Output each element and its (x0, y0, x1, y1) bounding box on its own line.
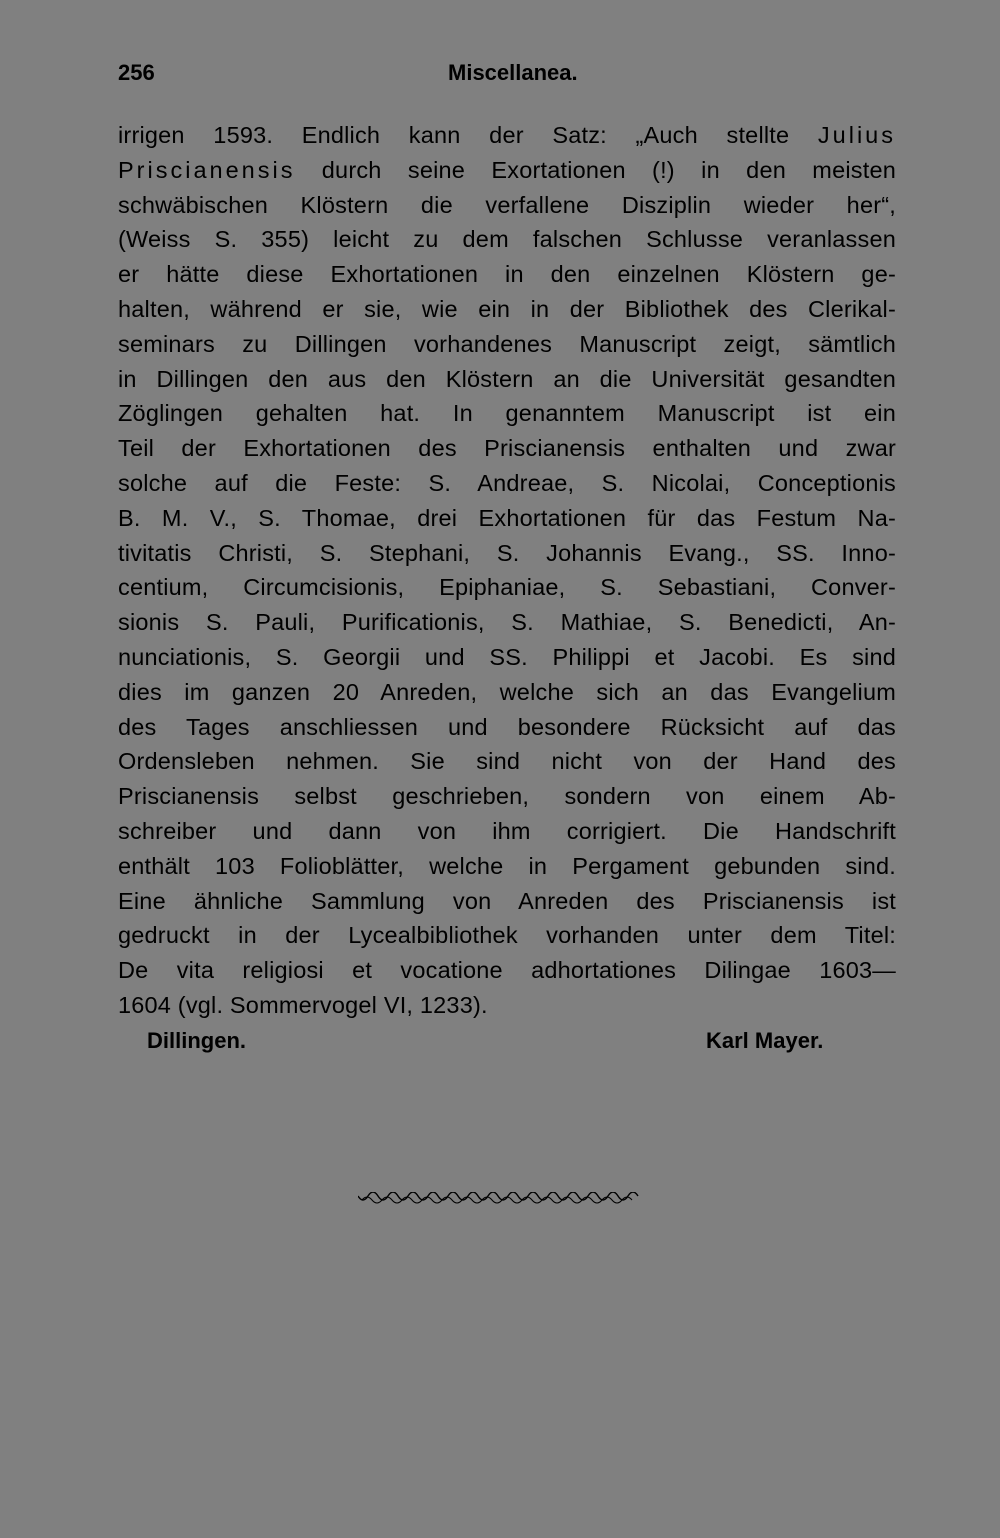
signature-author: Karl Mayer. (706, 1028, 824, 1053)
text-line-22: enthält 103 Folioblätter, welche in Pergament gebunden sind. (118, 852, 896, 879)
emphasized-name: Priscianensis (118, 156, 296, 183)
text-line-23: Eine ähnliche Sammlung von Anreden des Priscianensis ist (118, 887, 896, 914)
text-line-2: Priscianensis durch seine Exortationen (!) in den meisten (118, 156, 896, 183)
text-line-6: halten, während er sie, wie ein in der Bibliothek des Clerikal- (118, 295, 896, 322)
text-line-25: De vita religiosi et vocatione adhortationes Dilingae 1603— (118, 957, 896, 984)
text-line-24: gedruckt in der Lycealbibliothek vorhanden unter dem Titel: (118, 922, 896, 949)
signature-place: Dillingen. (147, 1028, 246, 1053)
text-line-4: (Weiss S. 355) leicht zu dem falschen Schlusse veranlassen (118, 226, 896, 253)
text-line-14: centium, Circumcisionis, Epiphaniae, S. Sebastiani, Conver- (118, 574, 896, 601)
signature-block (0, 1028, 1000, 1062)
text-line-3: schwäbischen Klöstern die verfallene Disziplin wieder her“, (118, 191, 896, 218)
text-line-12: B. M. V., S. Thomae, drei Exhortationen für das Festum Na- (118, 504, 896, 531)
body-text (118, 118, 896, 1023)
text-line-19: Ordensleben nehmen. Sie sind nicht von der Hand des (118, 748, 896, 775)
text-line-21: schreiber und dann von ihm corrigiert. Die Handschrift (118, 817, 896, 844)
emphasized-name: Julius (817, 122, 896, 148)
text-line-16: nunciationis, S. Georgii und SS. Philippi et Jacobi. Es sind (118, 643, 896, 670)
text-line-7: seminars zu Dillingen vorhandenes Manuscript zeigt, sämtlich (118, 330, 896, 357)
text-line-8: in Dillingen den aus den Klöstern an die Universität gesandten (118, 365, 896, 392)
text-line-15: sionis S. Pauli, Purificationis, S. Mathiae, S. Benedicti, An- (118, 609, 896, 636)
text-line-18: des Tages anschliessen und besondere Rücksicht auf das (118, 713, 896, 740)
text-line-17: dies im ganzen 20 Anreden, welche sich an das Evangelium (118, 678, 896, 705)
text-line-1: irrigen 1593. Endlich kann der Satz: „Auch stellte Julius (118, 122, 896, 148)
running-head: Miscellanea. (448, 60, 578, 85)
text-line-20: Priscianensis selbst geschrieben, sondern von einem Ab- (118, 783, 896, 810)
page-header (118, 60, 768, 90)
text-line-10: Teil der Exhortationen des Priscianensis enthalten und zwar (118, 435, 896, 462)
text-line-26: 1604 (vgl. Sommervogel VI, 1233). (118, 991, 488, 1018)
text-line-13: tivitatis Christi, S. Stephani, S. Johannis Evang., SS. Inno- (118, 539, 896, 566)
ornament-divider (358, 1192, 640, 1206)
text-line-11: solche auf die Feste: S. Andreae, S. Nicolai, Conceptionis (118, 469, 896, 496)
page-number: 256 (118, 60, 155, 85)
text-line-9: Zöglingen gehalten hat. In genanntem Manuscript ist ein (118, 400, 896, 427)
text-line-5: er hätte diese Exhortationen in den einzelnen Klöstern ge- (118, 261, 896, 288)
